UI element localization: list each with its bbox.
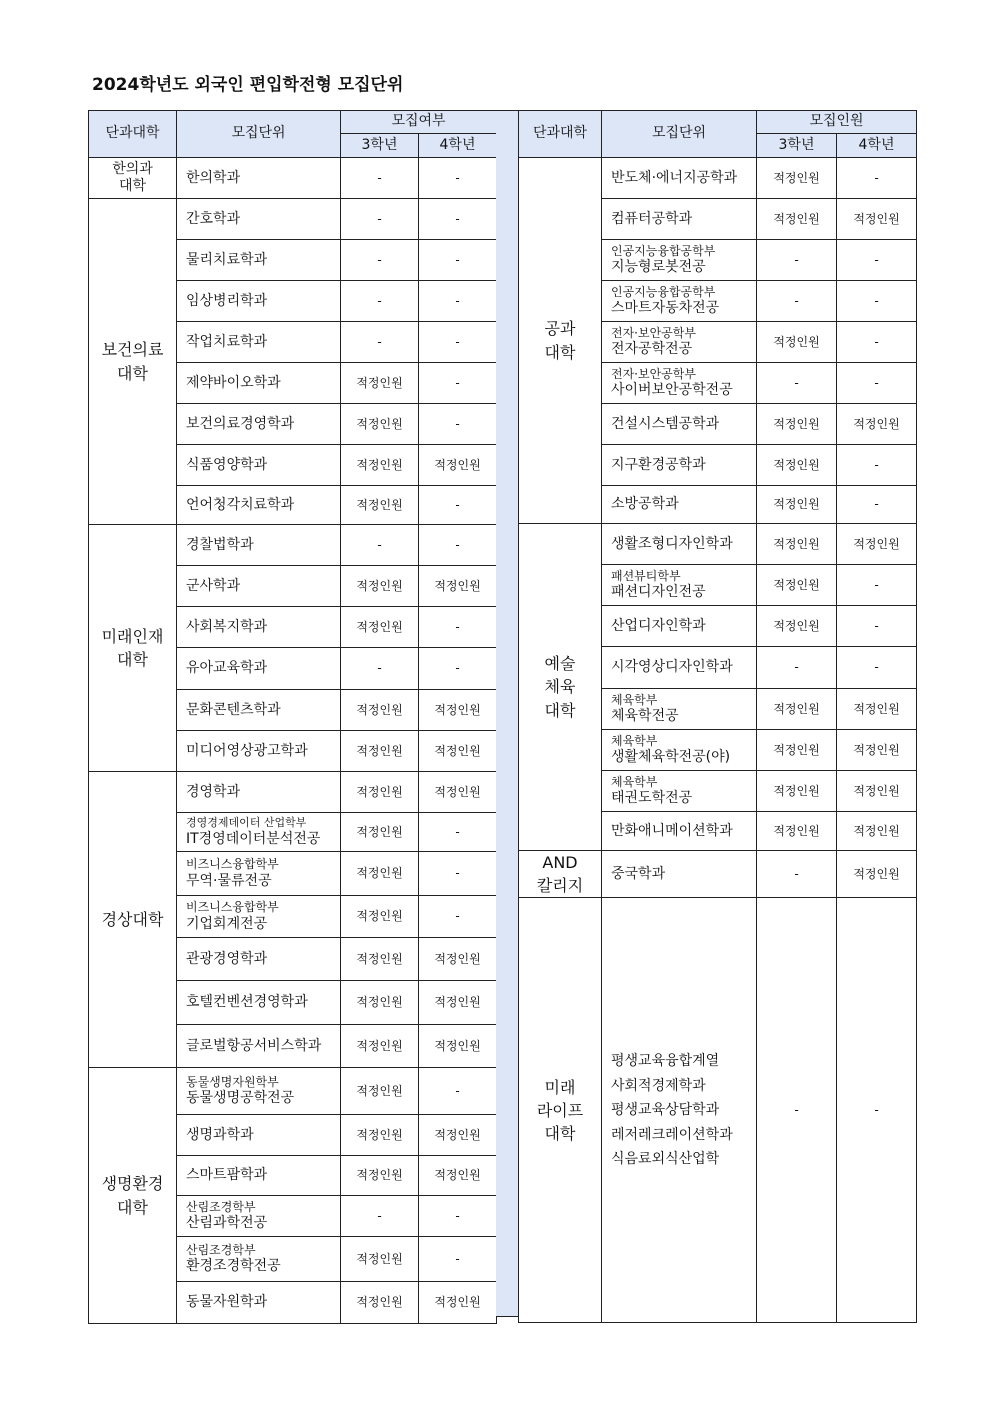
unit-cell <box>177 1196 341 1237</box>
unit-cell <box>177 404 341 445</box>
year3-value: 적정인원 <box>341 772 419 813</box>
unit-name: 산림과학전공 <box>186 1215 268 1232</box>
year3-value: 적정인원 <box>757 565 837 606</box>
year4-value: 적정인원 <box>419 690 497 731</box>
unit-name: 동물생명공학전공 <box>186 1090 295 1107</box>
year3-value: 적정인원 <box>757 689 837 730</box>
year4-value: - <box>837 445 917 486</box>
year4-value: - <box>419 813 497 852</box>
unit-name: 산업디자인학과 <box>611 617 706 634</box>
year4-value: 적정인원 <box>419 731 497 772</box>
year4-value: - <box>419 322 497 363</box>
header-college: 단과대학 <box>89 111 177 158</box>
table-row <box>519 158 917 199</box>
header-year3: 3학년 <box>757 134 837 158</box>
unit-name: 무역·물류전공 <box>186 872 272 889</box>
year3-value: - <box>341 648 419 690</box>
unit-division-label: 패션뷰티학부 <box>611 568 681 583</box>
year3-value: 적정인원 <box>341 1156 419 1196</box>
header-college: 단과대학 <box>519 111 602 158</box>
year4-value: 적정인원 <box>837 524 917 565</box>
unit-name: 임상병리학과 <box>186 292 268 309</box>
unit-cell <box>177 1237 341 1282</box>
year3-value: - <box>757 281 837 322</box>
table-row <box>89 199 497 240</box>
unit-name: 군사학과 <box>186 577 241 594</box>
year3-value: 적정인원 <box>341 1115 419 1156</box>
unit-cell <box>177 486 341 525</box>
year4-value: 적정인원 <box>419 445 497 486</box>
year4-value: - <box>419 281 497 322</box>
unit-cell <box>602 199 757 240</box>
unit-name: 언어청각치료학과 <box>186 496 295 513</box>
year3-value: 적정인원 <box>341 1068 419 1115</box>
year3-value: 적정인원 <box>341 813 419 852</box>
college-cell: 공과 대학 <box>519 158 602 524</box>
unit-cell <box>602 689 757 730</box>
unit-cell <box>177 1068 341 1115</box>
unit-name: 물리치료학과 <box>186 251 268 268</box>
unit-division-label: 경영경제데이터 산업학부 <box>186 816 307 830</box>
year3-value: 적정인원 <box>757 404 837 445</box>
year4-value: - <box>419 525 497 566</box>
table-row <box>89 525 497 566</box>
year3-value: - <box>341 281 419 322</box>
year3-value: 적정인원 <box>341 1025 419 1068</box>
year3-value: 적정인원 <box>757 445 837 486</box>
year3-value: 적정인원 <box>341 566 419 607</box>
unit-name: 문화콘텐츠학과 <box>186 701 281 718</box>
unit-name: 패션디자인전공 <box>611 584 706 601</box>
year3-value: 적정인원 <box>341 896 419 938</box>
year4-value: 적정인원 <box>837 404 917 445</box>
year3-value: 적정인원 <box>341 938 419 981</box>
year3-value: - <box>757 647 837 689</box>
college-cell: 경상대학 <box>89 772 177 1068</box>
unit-name: 호텔컨벤션경영학과 <box>186 994 308 1011</box>
header-year4: 4학년 <box>419 134 497 158</box>
year4-value: - <box>837 363 917 404</box>
unit-cell <box>177 158 341 199</box>
year4-value: - <box>837 565 917 606</box>
unit-cell <box>602 565 757 606</box>
year4-value: - <box>419 896 497 938</box>
unit-division-label: 비즈니스융합학부 <box>186 900 279 915</box>
unit-name: 태권도학전공 <box>611 790 693 807</box>
unit-name: 유아교육학과 <box>186 660 268 677</box>
unit-name: 스마트자동차전공 <box>611 300 720 317</box>
unit-division-label: 동물생명자원학부 <box>186 1074 279 1089</box>
college-cell: 생명환경 대학 <box>89 1068 177 1324</box>
unit-name: 시각영상디자인학과 <box>611 659 733 676</box>
unit-name: 생활조형디자인학과 <box>611 535 733 552</box>
year3-value: - <box>757 240 837 281</box>
unit-division-label: 비즈니스융합학부 <box>186 857 279 872</box>
unit-cell <box>602 158 757 199</box>
unit-name: 건설시스템공학과 <box>611 415 720 432</box>
year3-value: 적정인원 <box>341 486 419 525</box>
unit-cell <box>602 240 757 281</box>
college-cell: AND 칼리지 <box>519 851 602 898</box>
year4-value: - <box>419 1237 497 1282</box>
unit-cell <box>177 772 341 813</box>
unit-cell <box>177 731 341 772</box>
unit-name: 사회복지학과 <box>186 618 268 635</box>
college-cell: 미래 라이프 대학 <box>519 898 602 1323</box>
unit-name: 동물자원학과 <box>186 1294 268 1311</box>
year3-value: - <box>341 322 419 363</box>
unit-division-label: 체육학부 <box>611 692 658 707</box>
unit-cell <box>177 199 341 240</box>
unit-cell <box>177 525 341 566</box>
year3-value: 적정인원 <box>757 730 837 771</box>
unit-division-label: 체육학부 <box>611 733 658 748</box>
unit-cell <box>602 647 757 689</box>
unit-cell <box>177 566 341 607</box>
year4-value: 적정인원 <box>419 1156 497 1196</box>
unit-name: 생활체육학전공(야) <box>611 749 731 766</box>
unit-cell <box>177 981 341 1025</box>
year4-value: 적정인원 <box>837 812 917 851</box>
year3-value: - <box>757 851 837 898</box>
left-recruitment-table <box>88 110 497 1324</box>
year4-value: - <box>419 240 497 281</box>
document-title: 2024학년도 외국인 편입학전형 모집단위 <box>92 75 404 95</box>
year3-value: 적정인원 <box>341 981 419 1025</box>
year4-value: 적정인원 <box>419 1282 497 1324</box>
unit-cell <box>602 486 757 524</box>
unit-cell <box>177 281 341 322</box>
unit-name: 만화애니메이션학과 <box>611 822 733 839</box>
unit-name: 생명과학과 <box>186 1126 254 1143</box>
year4-value: - <box>419 607 497 648</box>
unit-division-label: 산림조경학부 <box>186 1199 256 1214</box>
year4-value: - <box>419 199 497 240</box>
unit-cell <box>602 730 757 771</box>
year3-value: 적정인원 <box>757 524 837 565</box>
unit-name: 기업회계전공 <box>186 915 268 932</box>
unit-name: 한의학과 <box>186 169 241 186</box>
unit-name: 보건의료경영학과 <box>186 415 295 432</box>
year4-value: - <box>419 404 497 445</box>
unit-name: 환경조경학전공 <box>186 1258 281 1275</box>
year4-value: 적정인원 <box>837 730 917 771</box>
unit-name: 제약바이오학과 <box>186 374 281 391</box>
unit-name: 경찰법학과 <box>186 536 254 553</box>
unit-cell <box>602 363 757 404</box>
year3-value: - <box>757 363 837 404</box>
header-year4: 4학년 <box>837 134 917 158</box>
unit-cell <box>177 938 341 981</box>
unit-name: 관광경영학과 <box>186 950 268 967</box>
unit-name: 사이버보안공학전공 <box>611 382 733 399</box>
unit-division-label: 인공지능융합공학부 <box>611 243 716 258</box>
unit-name: IT경영데이터분석전공 <box>186 830 321 847</box>
year3-value: - <box>757 898 837 1323</box>
unit-name: 컴퓨터공학과 <box>611 210 693 227</box>
year3-value: 적정인원 <box>757 606 837 647</box>
table-row <box>89 772 497 813</box>
unit-division-label: 전자·보안공학부 <box>611 325 696 340</box>
unit-name: 소방공학과 <box>611 496 679 513</box>
unit-cell <box>177 896 341 938</box>
unit-cell <box>602 404 757 445</box>
year4-value: - <box>419 852 497 896</box>
unit-cell <box>177 1282 341 1324</box>
unit-division-label: 체육학부 <box>611 774 658 789</box>
year3-value: 적정인원 <box>341 445 419 486</box>
year3-value: 적정인원 <box>341 404 419 445</box>
year3-value: - <box>341 158 419 199</box>
unit-cell <box>177 648 341 690</box>
unit-name: 스마트팜학과 <box>186 1167 268 1184</box>
year4-value: - <box>419 363 497 404</box>
year4-value: - <box>837 486 917 524</box>
unit-cell <box>177 1115 341 1156</box>
unit-cell <box>177 1025 341 1068</box>
year4-value: 적정인원 <box>419 1115 497 1156</box>
year3-value: 적정인원 <box>341 852 419 896</box>
year4-value: - <box>837 647 917 689</box>
unit-division-label: 인공지능융합공학부 <box>611 284 716 299</box>
year4-value: - <box>837 322 917 363</box>
year3-value: 적정인원 <box>341 607 419 648</box>
year4-value: - <box>419 158 497 199</box>
year3-value: 적정인원 <box>757 486 837 524</box>
unit-cell <box>602 606 757 647</box>
year4-value: - <box>837 240 917 281</box>
unit-cell <box>602 322 757 363</box>
year4-value: 적정인원 <box>837 199 917 240</box>
unit-cell <box>177 322 341 363</box>
year3-value: 적정인원 <box>757 771 837 812</box>
unit-cell <box>177 1156 341 1196</box>
college-cell: 미래인재 대학 <box>89 525 177 772</box>
unit-cell <box>177 445 341 486</box>
year3-value: - <box>341 199 419 240</box>
header-recruit-status: 모집여부 <box>341 111 497 134</box>
unit-cell <box>177 240 341 281</box>
year3-value: 적정인원 <box>341 363 419 404</box>
header-year3: 3학년 <box>341 134 419 158</box>
year4-value: - <box>419 1196 497 1237</box>
year4-value: 적정인원 <box>419 772 497 813</box>
year3-value: 적정인원 <box>757 322 837 363</box>
header-recruit-count: 모집인원 <box>757 111 917 134</box>
year3-value: - <box>341 1196 419 1237</box>
table-divider <box>496 110 518 1317</box>
unit-division-label: 전자·보안공학부 <box>611 366 696 381</box>
unit-cell <box>602 851 757 898</box>
year4-value: 적정인원 <box>837 689 917 730</box>
year4-value: - <box>837 898 917 1323</box>
header-unit: 모집단위 <box>177 111 341 158</box>
year4-value: 적정인원 <box>837 851 917 898</box>
unit-cell <box>177 813 341 852</box>
year3-value: - <box>341 525 419 566</box>
table-row <box>89 158 497 199</box>
unit-name: 미디어영상광고학과 <box>186 742 308 759</box>
year4-value: - <box>837 606 917 647</box>
unit-name: 반도체·에너지공학과 <box>611 169 738 186</box>
college-cell: 예술 체육 대학 <box>519 524 602 851</box>
unit-cell <box>177 363 341 404</box>
year3-value: 적정인원 <box>757 158 837 199</box>
table-row <box>519 851 917 898</box>
right-recruitment-table <box>518 110 917 1323</box>
unit-name: 평생교육융합계열 사회적경제학과 평생교육상담학과 레저레크레이션학과 식음료외식산업학 <box>611 1053 733 1168</box>
unit-cell <box>177 607 341 648</box>
year4-value: 적정인원 <box>419 938 497 981</box>
year4-value: 적정인원 <box>837 771 917 812</box>
unit-name: 글로벌항공서비스학과 <box>186 1037 322 1054</box>
table-row <box>89 1068 497 1115</box>
year4-value: - <box>837 158 917 199</box>
year4-value: - <box>419 1068 497 1115</box>
year3-value: 적정인원 <box>757 812 837 851</box>
year4-value: - <box>837 281 917 322</box>
year3-value: 적정인원 <box>341 1282 419 1324</box>
year4-value: - <box>419 486 497 525</box>
year3-value: 적정인원 <box>341 731 419 772</box>
year4-value: 적정인원 <box>419 981 497 1025</box>
unit-cell <box>602 445 757 486</box>
unit-name: 지구환경공학과 <box>611 456 706 473</box>
year4-value: - <box>419 648 497 690</box>
header-unit: 모집단위 <box>602 111 757 158</box>
unit-cell <box>602 524 757 565</box>
college-cell: 보건의료 대학 <box>89 199 177 525</box>
year4-value: 적정인원 <box>419 566 497 607</box>
unit-division-label: 산림조경학부 <box>186 1242 256 1257</box>
unit-cell <box>602 281 757 322</box>
unit-name: 경영학과 <box>186 783 241 800</box>
table-row <box>519 898 917 1323</box>
year4-value: 적정인원 <box>419 1025 497 1068</box>
unit-cell <box>177 690 341 731</box>
unit-cell <box>602 898 757 1323</box>
unit-name: 작업치료학과 <box>186 333 268 350</box>
unit-cell <box>177 852 341 896</box>
unit-cell <box>602 812 757 851</box>
unit-name: 체육학전공 <box>611 708 679 725</box>
unit-name: 중국학과 <box>611 866 666 883</box>
unit-cell <box>602 771 757 812</box>
unit-name: 지능형로봇전공 <box>611 259 706 276</box>
unit-name: 전자공학전공 <box>611 341 693 358</box>
college-cell: 한의과 대학 <box>89 158 177 199</box>
year3-value: 적정인원 <box>757 199 837 240</box>
year3-value: - <box>341 240 419 281</box>
unit-name: 식품영양학과 <box>186 456 268 473</box>
unit-name: 간호학과 <box>186 210 241 227</box>
table-row <box>519 524 917 565</box>
year3-value: 적정인원 <box>341 690 419 731</box>
year3-value: 적정인원 <box>341 1237 419 1282</box>
